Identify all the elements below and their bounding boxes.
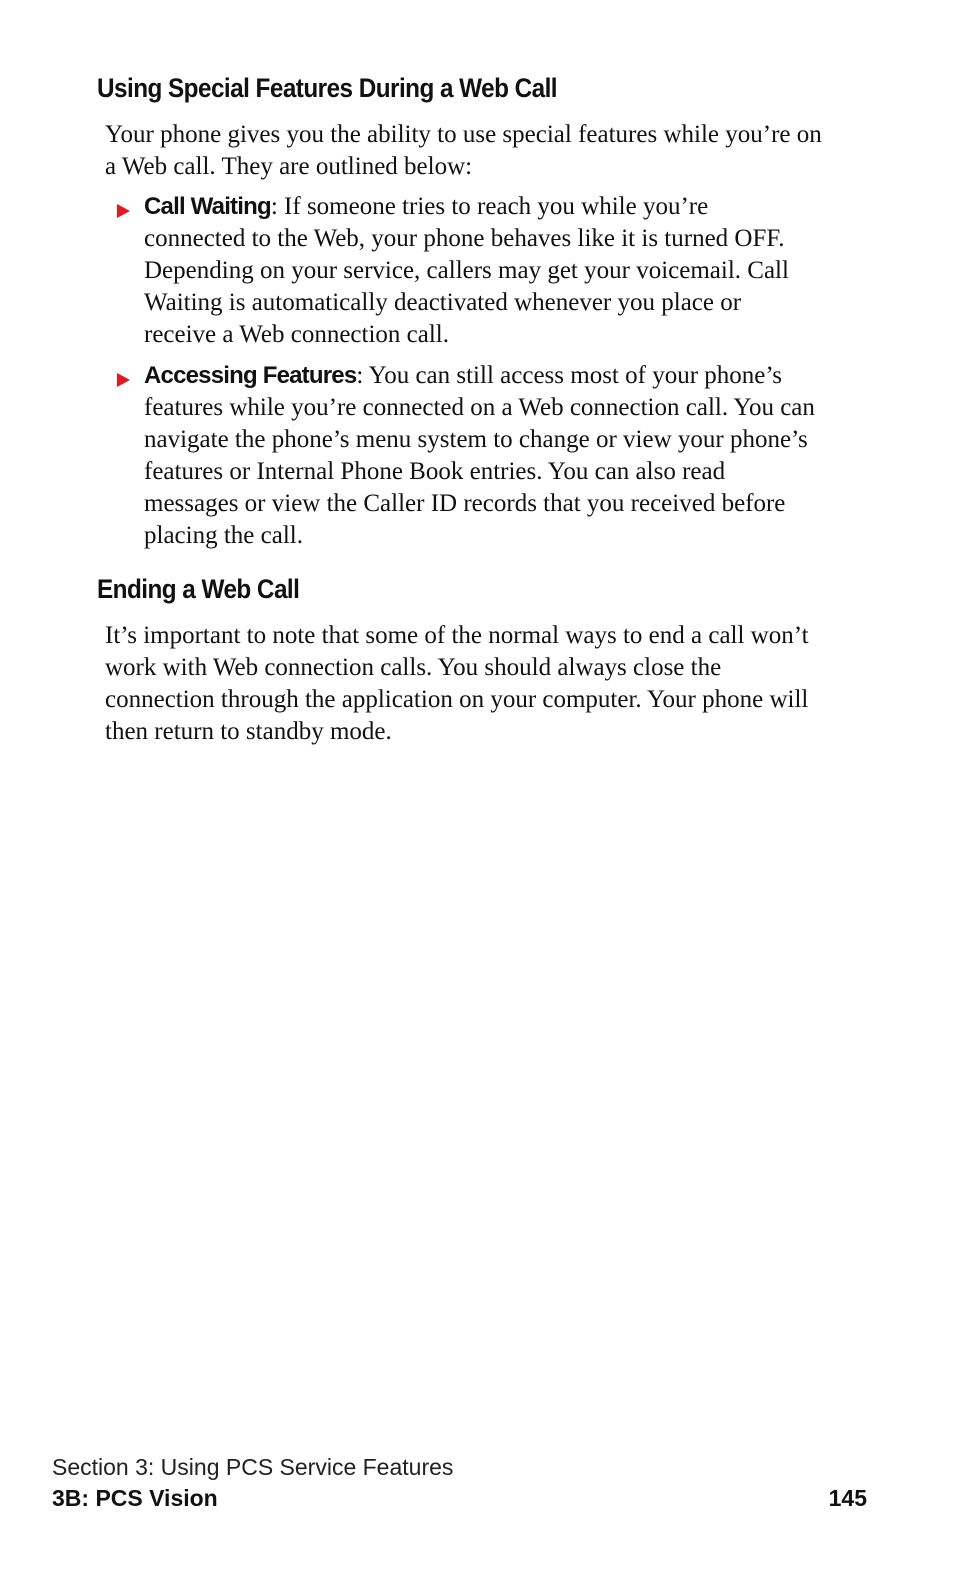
section-heading-ending-call: Ending a Web Call — [97, 574, 300, 604]
bullet-arrow-icon — [117, 373, 130, 387]
description-accessing-features: : You can still access most of your phone’s features while you’re connected on a Web connection call. You can navigate the phone’s menu system to change or view your phone’s features or Internal Phone Book entries. You can also read messages or view the Caller ID records that you received before placing the call. — [144, 362, 815, 549]
footer-chapter-title: 3B: PCS Vision — [52, 1485, 218, 1511]
term-accessing-features: Accessing Features — [144, 362, 357, 389]
description-call-waiting: : If someone tries to reach you while you’re connected to the Web, your phone behaves like it is turned OFF. Depending on your service, callers may get your voicemail. Call Waiting is automatically deactivated whenever you place or receive a Web connection call. — [144, 193, 789, 348]
page-number: 145 — [828, 1485, 867, 1511]
ending-call-paragraph: It’s important to note that some of the normal ways to end a call won’t work with Web connection calls. You should always close the connection through the application on your computer. Your phone will then return to standby mode. — [105, 622, 809, 745]
list-item-accessing-features — [115, 360, 815, 552]
section-heading-special-features: Using Special Features During a Web Call — [97, 73, 558, 103]
footer-section-title: Section 3: Using PCS Service Features — [52, 1454, 454, 1480]
list-item-call-waiting — [115, 191, 815, 351]
bullet-arrow-icon — [117, 204, 130, 218]
feature-list — [115, 191, 815, 561]
term-call-waiting: Call Waiting — [144, 193, 271, 220]
intro-paragraph: Your phone gives you the ability to use special features while you’re on a Web call. They are outlined below: — [105, 121, 822, 180]
